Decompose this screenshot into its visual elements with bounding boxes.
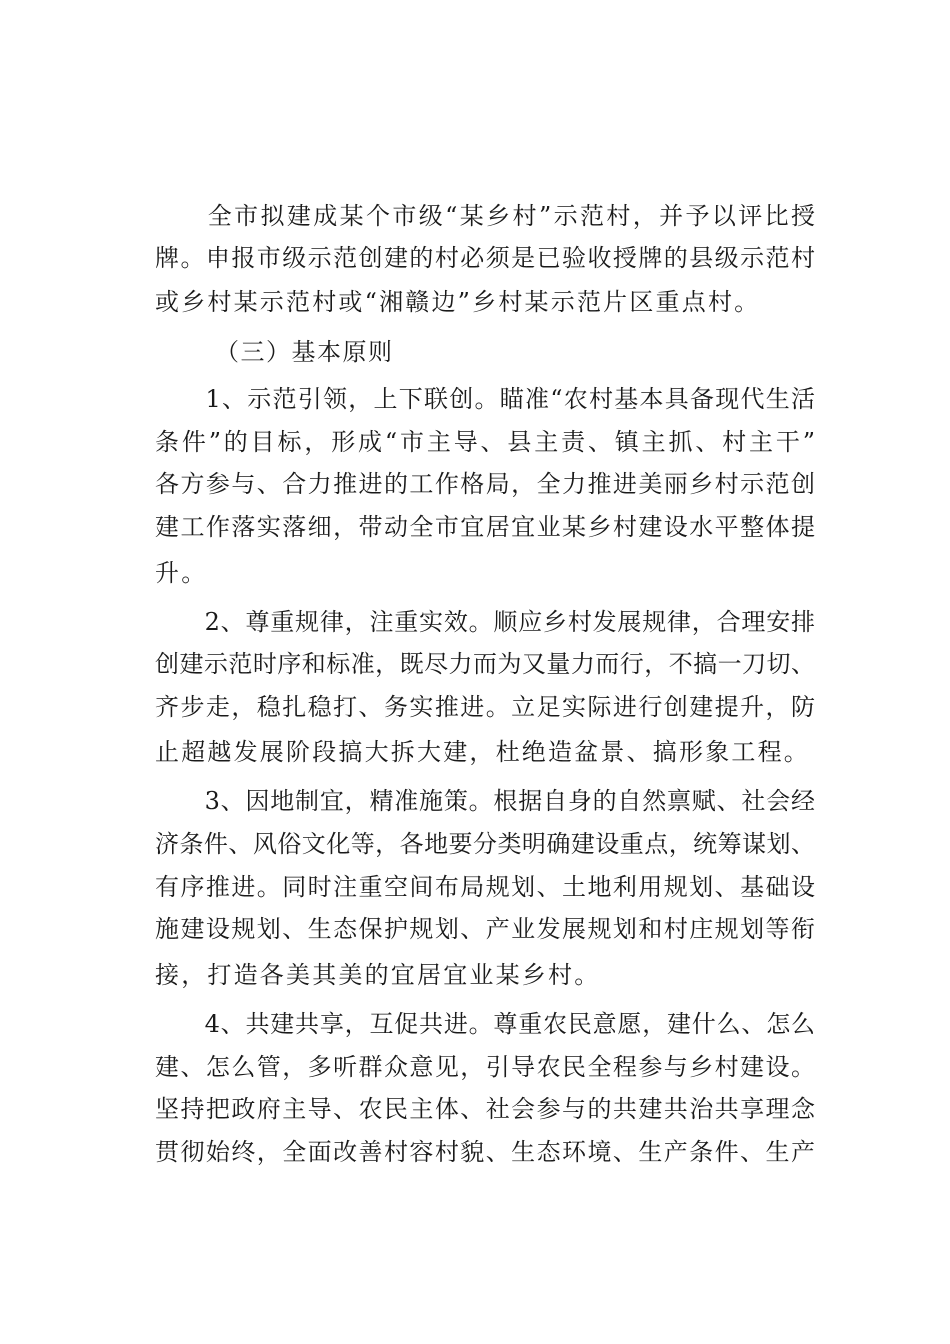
section-heading: （三）基本原则 <box>215 338 394 366</box>
paragraph-line: 创建示范时序和标准，既尽力而为又量力而行，不搞一刀切、 <box>155 650 815 678</box>
paragraph-line: 牌。申报市级示范创建的村必须是已验收授牌的县级示范村 <box>155 244 815 272</box>
paragraph-line: 1、示范引领，上下联创。瞄准“农村基本具备现代生活 <box>155 385 815 413</box>
paragraph-line: 升。 <box>155 559 208 587</box>
paragraph-line: 全市拟建成某个市级“某乡村”示范村，并予以评比授 <box>155 202 815 230</box>
paragraph-line: 2、尊重规律，注重实效。顺应乡村发展规律，合理安排 <box>155 608 815 636</box>
paragraph-line: 止超越发展阶段搞大拆大建，杜绝造盆景、搞形象工程。 <box>155 738 810 766</box>
paragraph-line: 建、怎么管，多听群众意见，引导农民全程参与乡村建设。 <box>155 1053 815 1081</box>
paragraph-line: 建工作落实落细，带动全市宜居宜业某乡村建设水平整体提 <box>155 513 815 541</box>
paragraph-line: 贯彻始终，全面改善村容村貌、生态环境、生产条件、生产 <box>155 1138 815 1166</box>
paragraph-line: 有序推进。同时注重空间布局规划、土地利用规划、基础设 <box>155 873 815 901</box>
paragraph-line: 齐步走，稳扎稳打、务实推进。立足实际进行创建提升，防 <box>155 693 815 721</box>
paragraph-line: 济条件、风俗文化等，各地要分类明确建设重点，统筹谋划、 <box>155 830 815 858</box>
paragraph-line: 条件”的目标，形成“市主导、县主责、镇主抓、村主干” <box>155 428 815 456</box>
paragraph-line: 坚持把政府主导、农民主体、社会参与的共建共治共享理念 <box>155 1095 815 1123</box>
paragraph-line: 或乡村某示范村或“湘赣边”乡村某示范片区重点村。 <box>155 288 761 316</box>
paragraph-line: 接，打造各美其美的宜居宜业某乡村。 <box>155 961 601 989</box>
paragraph-line: 施建设规划、生态保护规划、产业发展规划和村庄规划等衔 <box>155 915 815 943</box>
paragraph-line: 4、共建共享，互促共进。尊重农民意愿，建什么、怎么 <box>155 1010 815 1038</box>
paragraph-line: 3、因地制宜，精准施策。根据自身的自然禀赋、社会经 <box>155 787 815 815</box>
paragraph-line: 各方参与、合力推进的工作格局，全力推进美丽乡村示范创 <box>155 470 815 498</box>
